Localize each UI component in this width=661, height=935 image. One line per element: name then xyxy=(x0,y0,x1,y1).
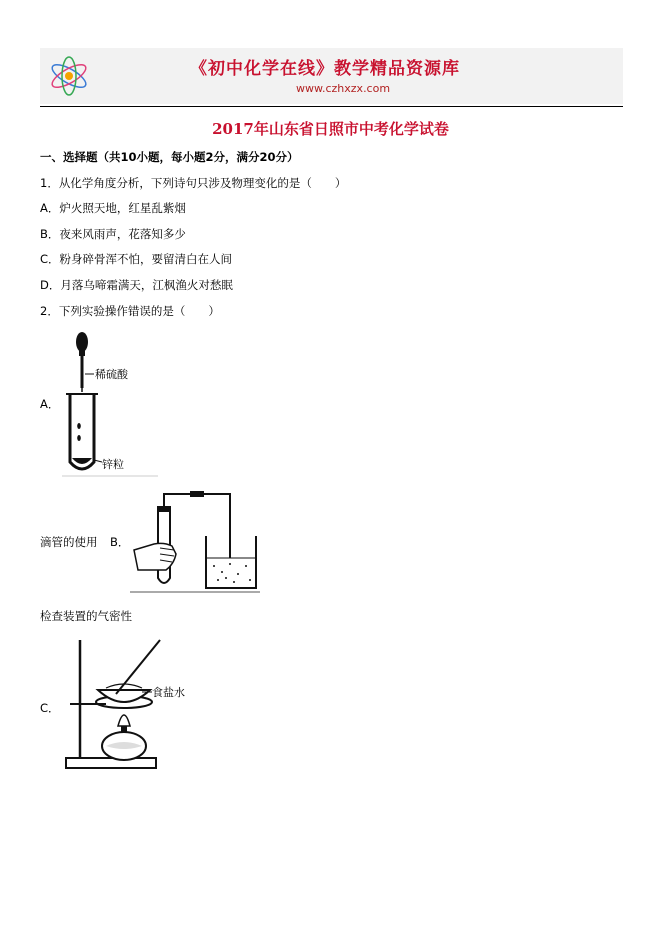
section-heading: 一、选择题（共10小题，每小题2分，满分20分） xyxy=(40,150,299,164)
dropper-test-tube-figure xyxy=(58,330,168,478)
question-2-option-a-label: A． xyxy=(40,397,60,411)
dilute-sulfuric-acid-label: 稀硫酸 xyxy=(95,368,128,381)
airtightness-check-figure xyxy=(130,488,262,596)
question-1-option-b: B．夜来风雨声，花落知多少 xyxy=(40,227,186,241)
zinc-granules-label: 锌粒 xyxy=(102,458,124,471)
question-2-option-b-label: B． xyxy=(110,535,130,549)
evaporation-setup-figure xyxy=(60,634,210,776)
atom-logo-icon xyxy=(46,52,92,100)
question-2-stem: 2．下列实验操作错误的是（ ） xyxy=(40,304,220,318)
salt-water-label: 食盐水 xyxy=(152,686,185,699)
question-2-option-c-label: C． xyxy=(40,701,60,715)
page-title: 2017年山东省日照市中考化学试卷 xyxy=(212,120,449,138)
banner-url[interactable]: www.czhxzx.com xyxy=(296,82,391,95)
question-2-option-b-caption: 检查装置的气密性 xyxy=(40,609,132,623)
question-1-option-c: C．粉身碎骨浑不怕，要留清白在人间 xyxy=(40,252,233,266)
question-1-option-a: A．炉火照天地，红星乱紫烟 xyxy=(40,201,186,215)
header-banner xyxy=(40,48,623,104)
header-divider xyxy=(40,106,623,107)
question-1-stem: 1．从化学角度分析，下列诗句只涉及物理变化的是（ ） xyxy=(40,176,347,190)
question-2-option-a-caption: 滴管的使用 xyxy=(40,535,98,549)
banner-title: 《初中化学在线》教学精品资源库 xyxy=(190,59,460,79)
question-1-option-d: D．月落乌啼霜满天，江枫渔火对愁眠 xyxy=(40,278,233,292)
